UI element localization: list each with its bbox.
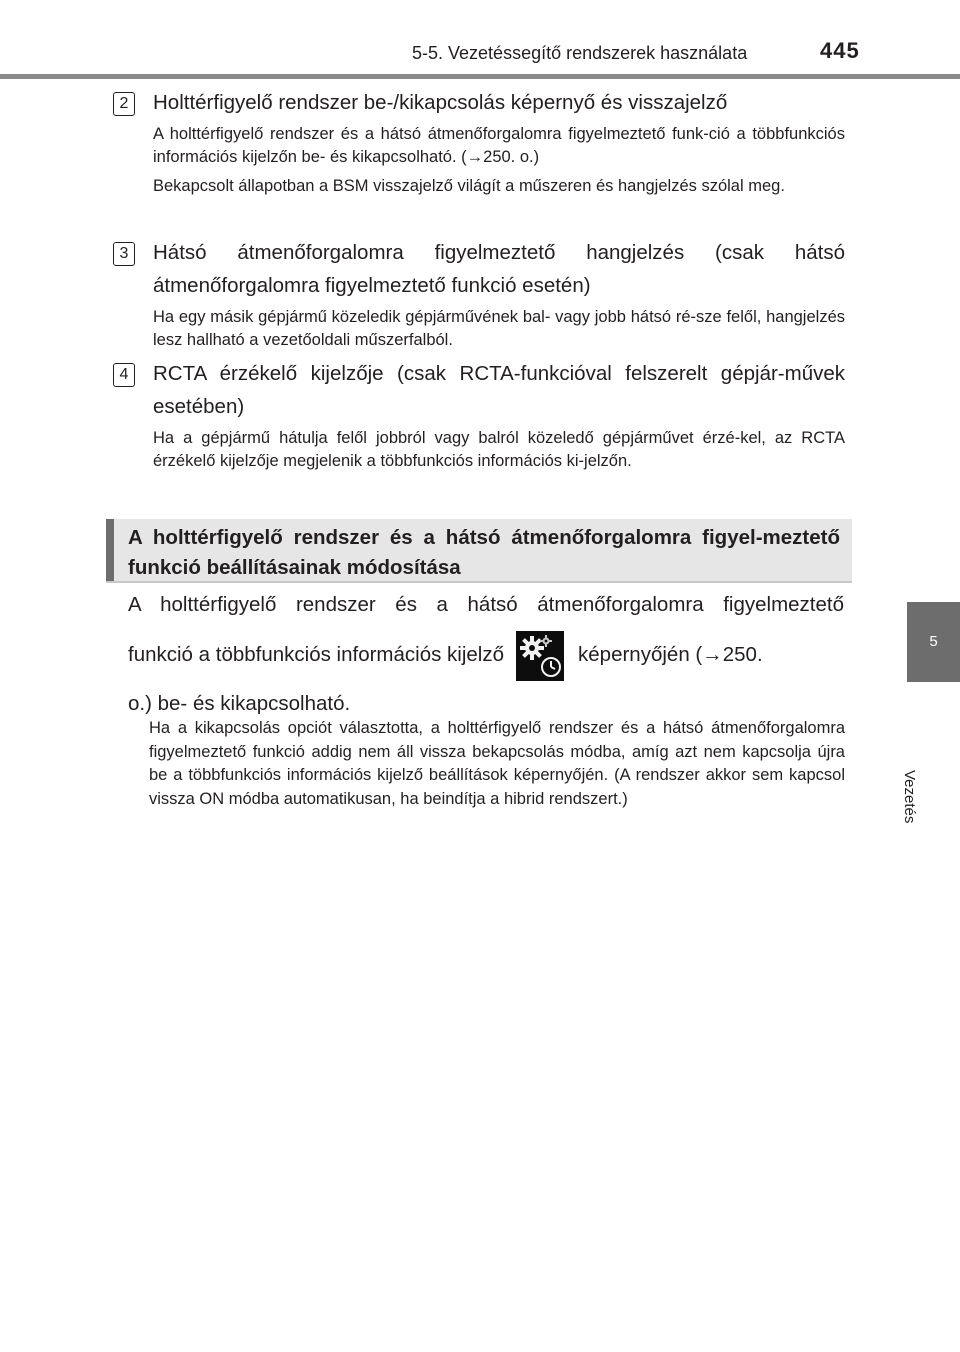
item-body bbox=[153, 306, 845, 352]
item-number-badge: 4 bbox=[113, 363, 135, 387]
list-item bbox=[113, 236, 845, 358]
main-line: A holttérfigyelő rendszer és a hátsó átmenőforgalomra figyelmeztető bbox=[128, 593, 844, 616]
main-line bbox=[128, 630, 844, 681]
item-body bbox=[153, 123, 845, 198]
settings-gear-clock-icon bbox=[516, 631, 564, 681]
section-header-title: 5-5. Vezetéssegítő rendszerek használata bbox=[412, 43, 748, 63]
item-title: RCTA érzékelő kijelzője (csak RCTA-funkcióval felszerelt gépjár-művek esetében) bbox=[153, 362, 845, 418]
item-paragraph: Bekapcsolt állapotban a BSM visszajelző világít a műszeren és hangjelzés szólal meg. bbox=[153, 177, 785, 195]
page-number: 445 bbox=[820, 38, 860, 63]
section-heading-box bbox=[106, 519, 852, 583]
item-number-badge: 2 bbox=[113, 92, 135, 116]
item-paragraph: Ha egy másik gépjármű közeledik gépjárművének bal- vagy jobb hátsó ré-sze felől, hangjelzés lesz hallható a vezetőoldali műszerfalból. bbox=[153, 308, 845, 349]
item-paragraph: A holttérfigyelő rendszer és a hátsó átmenőforgalomra figyelmeztető funk-ció a többfunkciós információs kijelzőn be- és kikapcsolható. (→250. o.) bbox=[153, 125, 845, 166]
chapter-tab: 5 bbox=[907, 602, 960, 682]
item-paragraph: Ha a gépjármű hátulja felől jobbról vagy balról közeledő gépjárművet érzé-kel, az RCTA érzékelő kijelzője megjelenik a többfunkciós információs ki-jelzőn. bbox=[153, 429, 845, 470]
list-item bbox=[113, 357, 845, 479]
item-number-badge: 3 bbox=[113, 242, 135, 266]
item-title: Holttérfigyelő rendszer be-/kikapcsolás képernyő és visszajelző bbox=[153, 91, 728, 114]
main-line: o.) be- és kikapcsolható. bbox=[128, 691, 351, 715]
header-divider bbox=[0, 74, 960, 79]
note-paragraph: Ha a kikapcsolás opciót választotta, a holttérfigyelő rendszer és a hátsó átmenőforgalomra figyelmeztető funkció addig nem áll vissza bekapcsolás módba, amíg azt nem kapcsolja újra be a többfunkciós információs kijelző beállítások képernyőjén. (A rendszer akkor sem kapcsol vissza ON módba automatikusan, ha beindítja a hibrid rendszert.) bbox=[149, 719, 845, 808]
section-heading: A holttérfigyelő rendszer és a hátsó átmenőforgalomra figyel-meztető funkció beállításainak módosítása bbox=[128, 526, 840, 579]
item-body bbox=[153, 427, 845, 473]
main-line-text: funkció a többfunkciós információs kijelző bbox=[128, 643, 505, 666]
main-paragraph bbox=[128, 588, 844, 721]
chapter-tab-label: Vezetés bbox=[901, 770, 918, 824]
section-heading-bar bbox=[106, 519, 114, 581]
main-line-text: képernyőjén (→250. bbox=[578, 643, 763, 666]
item-title: Hátsó átmenőforgalomra figyelmeztető hangjelzés (csak hátsó átmenőforgalomra figyelmeztető funkció esetén) bbox=[153, 241, 845, 297]
list-item bbox=[113, 86, 845, 204]
